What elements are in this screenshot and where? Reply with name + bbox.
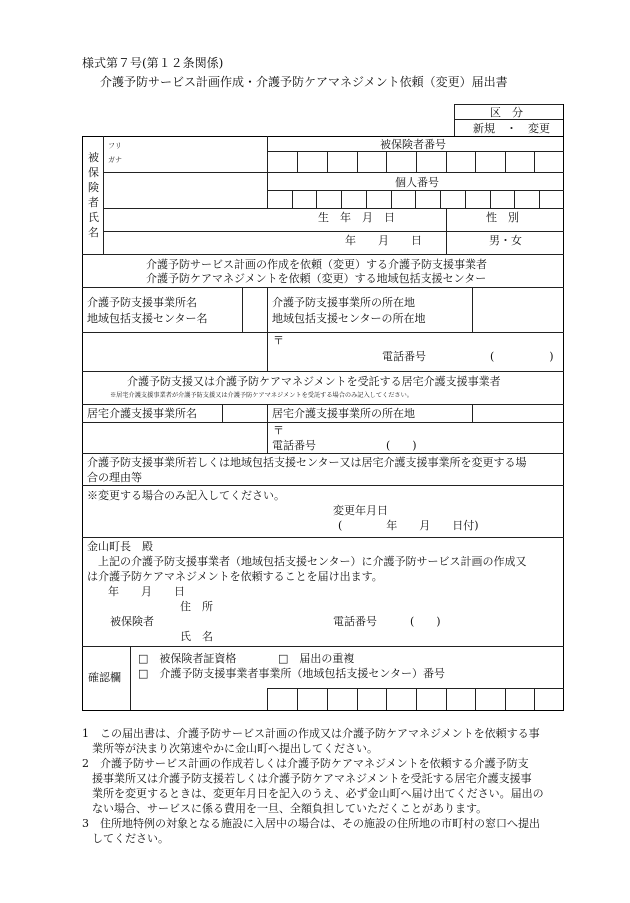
kubun-label: 区 分	[490, 106, 523, 119]
support-office-name-label: 介護予防支援事業所名	[87, 296, 197, 309]
confirm-label: 確認欄	[88, 671, 121, 684]
check-duplicate[interactable]: □ 届出の重複	[278, 652, 355, 665]
footnote-number: 1	[82, 727, 89, 740]
my-number-label: 個人番号	[395, 176, 439, 189]
birth-date-value[interactable]: 年 月 日	[345, 234, 422, 247]
insured-side-label-5: 氏	[88, 211, 99, 224]
page-title: 介護予防サービス計画作成・介護予防ケアマネジメント依頼（変更）届出書	[100, 75, 508, 89]
home-care-title: 介護予防支援又は介護予防ケアマネジメントを受託する居宅介護支援事業者	[127, 375, 501, 388]
request-title-2: 介護予防ケアマネジメントを依頼（変更）する地域包括支援センター	[146, 272, 487, 285]
form-number: 様式第７号(第１２条関係)	[82, 56, 224, 70]
insured-side-label-3: 険	[88, 181, 99, 194]
footnote-line: ない場合、サービスに係る費用を一旦、全額負担していただくことがあります。	[92, 802, 488, 815]
addressee: 金山町長 殿	[87, 540, 153, 553]
insured-side-label-1: 被	[88, 151, 99, 164]
address-label: 住 所	[180, 600, 213, 613]
declaration-phone-value[interactable]: ( )	[410, 615, 441, 628]
declaration-text-2: は介護予防ケアマネジメントを依頼することを届け出ます。	[87, 570, 383, 583]
change-date-label: 変更年月日	[333, 504, 388, 517]
insured-number-label: 被保険者番号	[380, 138, 446, 151]
center-addr-label: 地域包括支援センターの所在地	[272, 312, 426, 325]
home-care-phone-value[interactable]: ( )	[386, 439, 417, 452]
home-care-addr-label: 居宅介護支援事業所の所在地	[272, 407, 415, 420]
check-insurance-card[interactable]: □ 被保険者証資格	[138, 652, 237, 665]
insured-side-label-4: 者	[88, 196, 99, 209]
reason-note: ※変更する場合のみ記入してください。	[87, 489, 285, 502]
footnote-line: 業所を変更するときは、変更年月日を記入のうえ、必ず金山町へ届け出てください。届出の	[92, 787, 544, 800]
footnote-number: 3	[82, 817, 89, 830]
insured-side-label-2: 保	[88, 166, 99, 179]
reason-label-1: 介護予防支援事業所若しくは地域包括支援センター又は居宅介護支援事業所を変更する場	[87, 456, 527, 469]
sex-value[interactable]: 男・女	[489, 234, 522, 247]
footnote-line: 介護予防サービス計画の作成若しくは介護予防ケアマネジメントを依頼する介護予防支	[100, 757, 529, 770]
change-date-value[interactable]: ( 年 月 日付)	[338, 519, 479, 532]
home-care-name-label: 居宅介護支援事業所名	[87, 407, 197, 420]
request-postal-mark: 〒	[273, 334, 284, 347]
request-title-1: 介護予防サービス計画の作成を依頼（変更）する介護予防支援事業者	[146, 258, 487, 271]
footnote-number: 2	[82, 757, 89, 770]
home-care-phone-label: 電話番号	[272, 439, 316, 452]
insured-side-label-6: 名	[88, 226, 99, 239]
home-care-note: ※居宅介護支援事業者が介護予防支援又は介護予防ケアマネジメントを受託する場合のみ記入してください。	[110, 392, 413, 399]
footnote-line: してください。	[92, 832, 169, 845]
footnote-line: 住所地特例の対象となる施設に入居中の場合は、その施設の住所地の市町村の窓口へ提出	[100, 817, 540, 830]
support-office-addr-label: 介護予防支援事業所の所在地	[272, 296, 415, 309]
sex-label: 性 別	[486, 211, 519, 224]
furigana-label-1: フリ	[108, 142, 122, 150]
home-care-postal-mark: 〒	[273, 424, 284, 437]
footnote-line: 援事業所又は介護予防支援若しくは介護予防ケアマネジメントを受託する居宅介護支援事	[92, 772, 532, 785]
furigana-label-2: ガナ	[108, 156, 122, 164]
check-office-number[interactable]: □ 介護予防支援事業者事業所（地域包括支援センター）番号	[138, 667, 445, 680]
request-phone-value[interactable]: ( )	[490, 350, 554, 363]
declaration-text-1: 上記の介護予防支援事業者（地域包括支援センター）に介護予防サービス計画の作成又	[98, 555, 527, 568]
name-label: 氏 名	[180, 630, 213, 643]
request-phone-label: 電話番号	[382, 350, 426, 363]
center-name-label: 地域包括支援センター名	[87, 312, 208, 325]
footnote-line: この届出書は、介護予防サービス計画の作成又は介護予防ケアマネジメントを依頼する事	[100, 727, 540, 740]
birth-date-label: 生 年 月 日	[318, 211, 395, 224]
declaration-phone-label: 電話番号	[333, 615, 377, 628]
kubun-value[interactable]: 新規 ・ 変更	[473, 122, 550, 135]
insured-person-label: 被保険者	[110, 615, 154, 628]
reason-label-2: 合の理由等	[87, 471, 142, 484]
footnote-line: 業所等が決まり次第速やかに金山町へ提出してください。	[92, 742, 378, 755]
declaration-date[interactable]: 年 月 日	[108, 585, 185, 598]
